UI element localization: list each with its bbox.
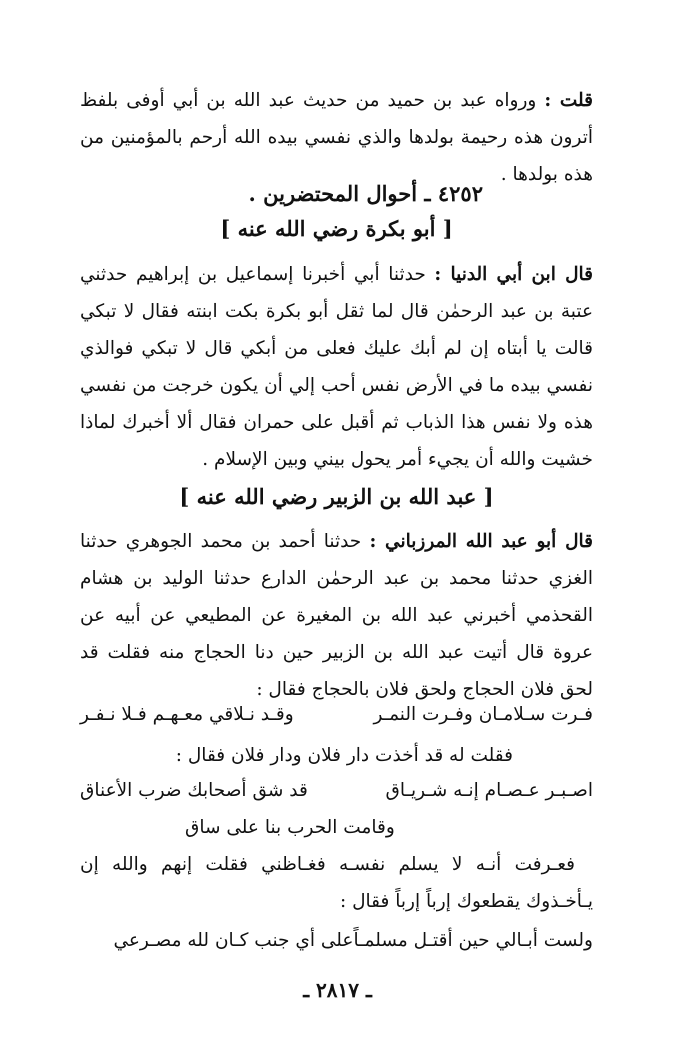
subheading-abu-bakra xyxy=(80,210,593,248)
verse-hemistich: على أي جنب كـان لله مصـرعي xyxy=(113,930,354,951)
subheading-text: [ عبد الله بن الزبير رضي الله عنه ] xyxy=(179,484,494,509)
section-heading: ٤٢٥٢ ـ أحوال المحتضرين . xyxy=(248,181,483,206)
paragraph-text: فعـرفت أنـه لا يسلم نفسـه فغـاظني فقلت إنهم والله إن يـأخـذوك يقطعوك إرباً إرباً فقال : xyxy=(80,854,593,912)
paragraph-text: ورواه عبد بن حميد من حديث عبد الله بن أبي أوفى بلفظ أترون هذه رحيمة بولدها والذي نفسي بيده الله أرحم بالمؤمنين من هذه بولدها . xyxy=(80,90,593,185)
verse-hemistich: وقامت الحرب بنا على ساق xyxy=(185,817,395,838)
subheading-ibn-zubair xyxy=(80,478,593,516)
paragraph-ibn-abi-dunya xyxy=(80,256,593,478)
paragraph-lead: قال ابن أبي الدنيا : xyxy=(434,264,593,285)
page-number: ـ ٢٨١٧ ـ xyxy=(303,978,372,1002)
verse-1 xyxy=(80,696,593,733)
paragraph-arafa xyxy=(80,846,593,920)
page-footer xyxy=(0,978,675,1002)
paragraph-text: حدثنا أبي أخبرنا إسماعيل بن إبراهيم حدثني عتبة بن عبد الرحمٰن قال لما ثقل أبو بكرة بكت ابنته فقال لا تبكي قالت يا أبتاه إن لم أبك عليك فعلى من أبكي قال لا تبكي فوالذي نفسي بيده ما في الأرض نفس أحب إلي أن يكون خرجت من نفسي هذه ولا نفس هذا الذباب ثم أقبل على حمران فقال ألا أخبرك لماذا خشيت والله أن يجيء أمر يحول بيني وبين الإسلام . xyxy=(80,264,593,470)
paragraph-lead: قلت : xyxy=(544,90,594,111)
verse-hemistich: اصـبـر عـصـام إنـه شـريـاق xyxy=(385,780,593,801)
verse-hemistich: فـرت سـلامـان وفـرت النمـر xyxy=(373,704,593,725)
verse-hemistich: قد شق أصحابك ضرب الأعناق xyxy=(80,780,308,801)
verse-hemistich: ولست أبـالي حين أقتـل مسلمـاً xyxy=(353,930,593,951)
verse-hemistich: وقـد نـلاقي معـهـم فـلا نـفـر xyxy=(80,704,294,725)
paragraph-lead: قال أبو عبد الله المرزباني : xyxy=(369,531,593,552)
subheading-text: [ أبو بكرة رضي الله عنه ] xyxy=(220,216,453,241)
section-title xyxy=(80,175,593,213)
paragraph-text: فقلت له قد أخذت دار فلان ودار فلان فقال : xyxy=(175,745,513,766)
paragraph-marzubani xyxy=(80,523,593,708)
paragraph-dar xyxy=(80,737,593,774)
verse-3 xyxy=(80,922,593,959)
paragraph-text: حدثنا أحمد بن محمد الجوهري حدثنا الغزي حدثنا محمد بن عبد الرحمٰن الدارع حدثنا الوليد بن هشام القحذمي أخبرني عبد الله بن المغيرة عن المطيعي عن أبيه عن عروة قال أتيت عبد الله بن الزبير حين دنا الحجاج منه فقلت قد لحق فلان الحجاج ولحق فلان بالحجاج فقال : xyxy=(80,531,593,700)
verse-2 xyxy=(80,772,593,846)
